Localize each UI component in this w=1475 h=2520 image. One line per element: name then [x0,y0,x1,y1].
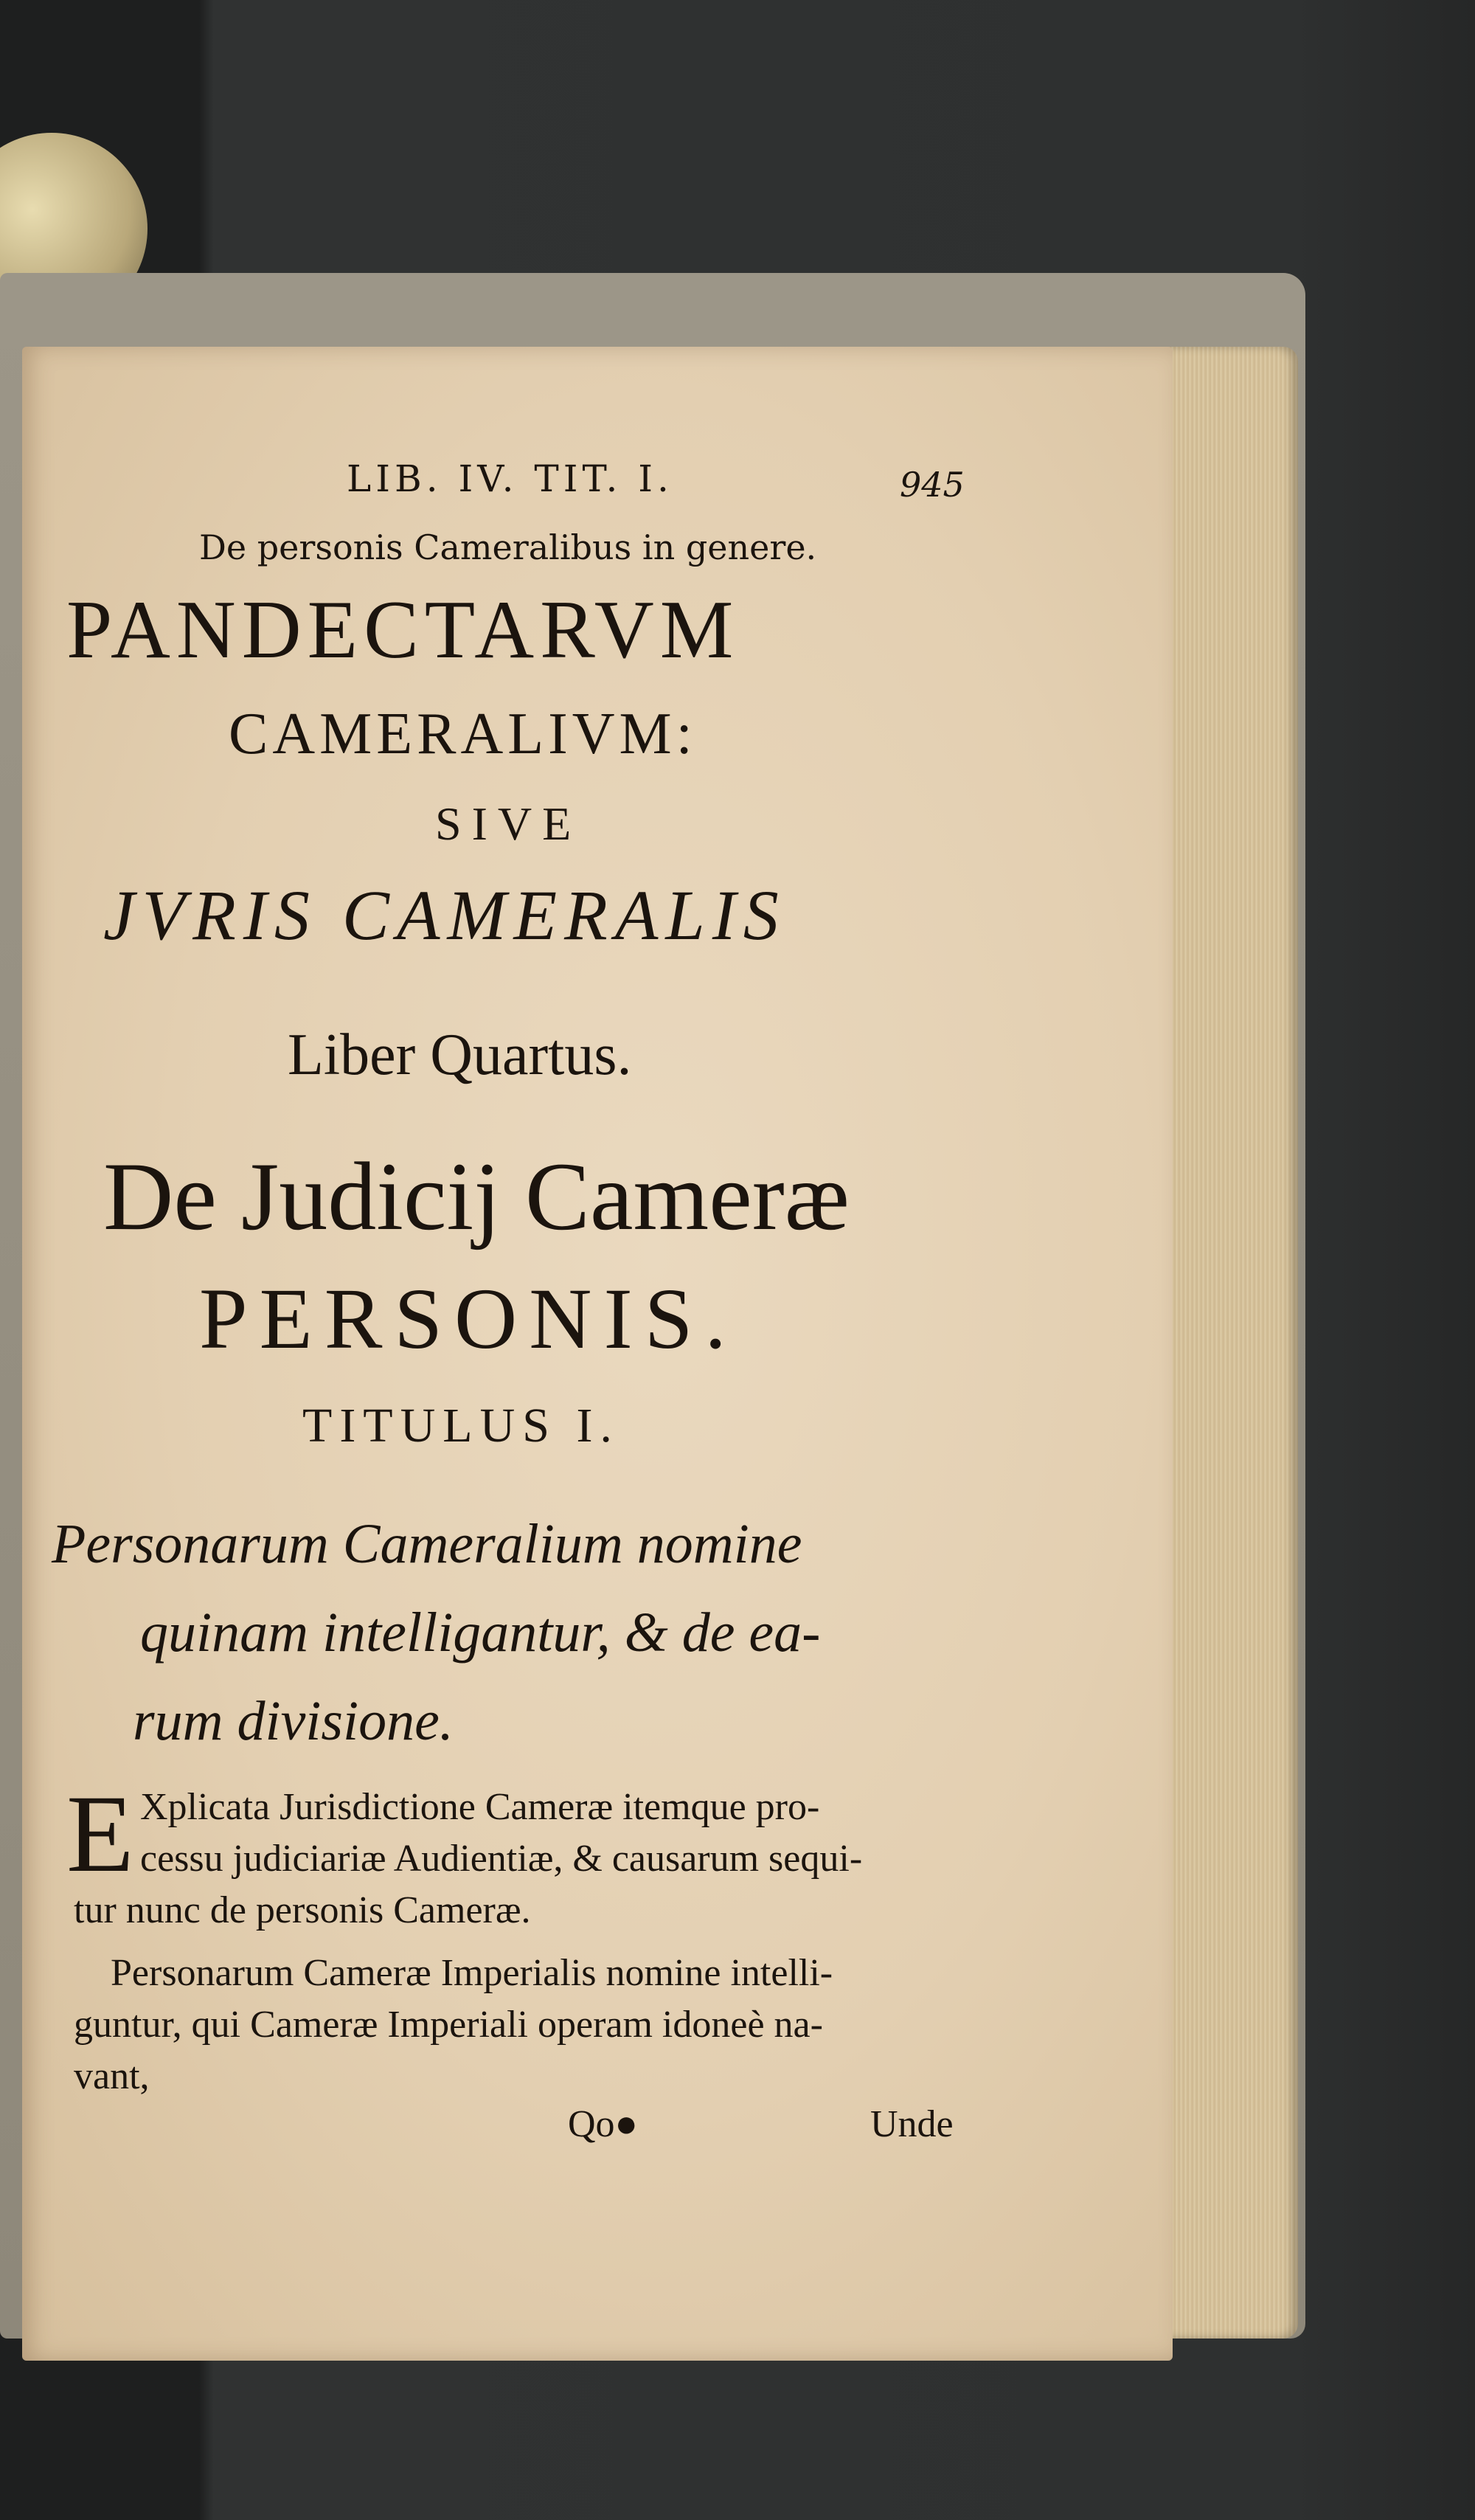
italic-heading-line-2: quinam intelligantur, & de ea- [140,1602,821,1664]
title-line-6: De Judicij Cameræ [103,1142,850,1250]
title-line-4: JVRIS CAMERALIS [103,876,786,955]
page-fore-edge [1150,347,1298,2339]
section-subhead: De personis Cameralibus in genere. [199,527,817,567]
italic-heading-line-1: Personarum Cameralium nomine [52,1513,802,1575]
body-line-6: vant, [74,2055,150,2097]
signature-mark: Qo● [568,2103,638,2145]
book-page [22,347,1173,2361]
body-line-4: Personarum Cameræ Imperialis nomine intelli- [111,1952,833,1994]
title-line-5: Liber Quartus. [288,1022,632,1087]
italic-heading-line-3: rum divisione. [133,1690,454,1752]
title-line-8: TITULUS I. [302,1399,620,1453]
title-line-3: SIVE [435,797,582,850]
drop-cap: E [66,1773,134,1895]
body-line-2: cessu judiciariæ Audientiæ, & causarum sequi- [140,1838,863,1880]
title-line-7: PERSONIS. [199,1270,738,1367]
page-number: 945 [900,465,965,505]
running-head: LIB. IV. TIT. I. [347,457,673,500]
body-line-1: Xplicata Jurisdictione Cameræ itemque pro- [140,1786,820,1828]
title-line-2: CAMERALIVM: [229,702,697,766]
catchword: Unde [870,2103,954,2145]
title-line-1: PANDECTARVM [66,584,740,676]
body-line-5: guntur, qui Cameræ Imperiali operam idoneè na- [74,2004,823,2046]
body-line-3: tur nunc de personis Cameræ. [74,1889,531,1931]
